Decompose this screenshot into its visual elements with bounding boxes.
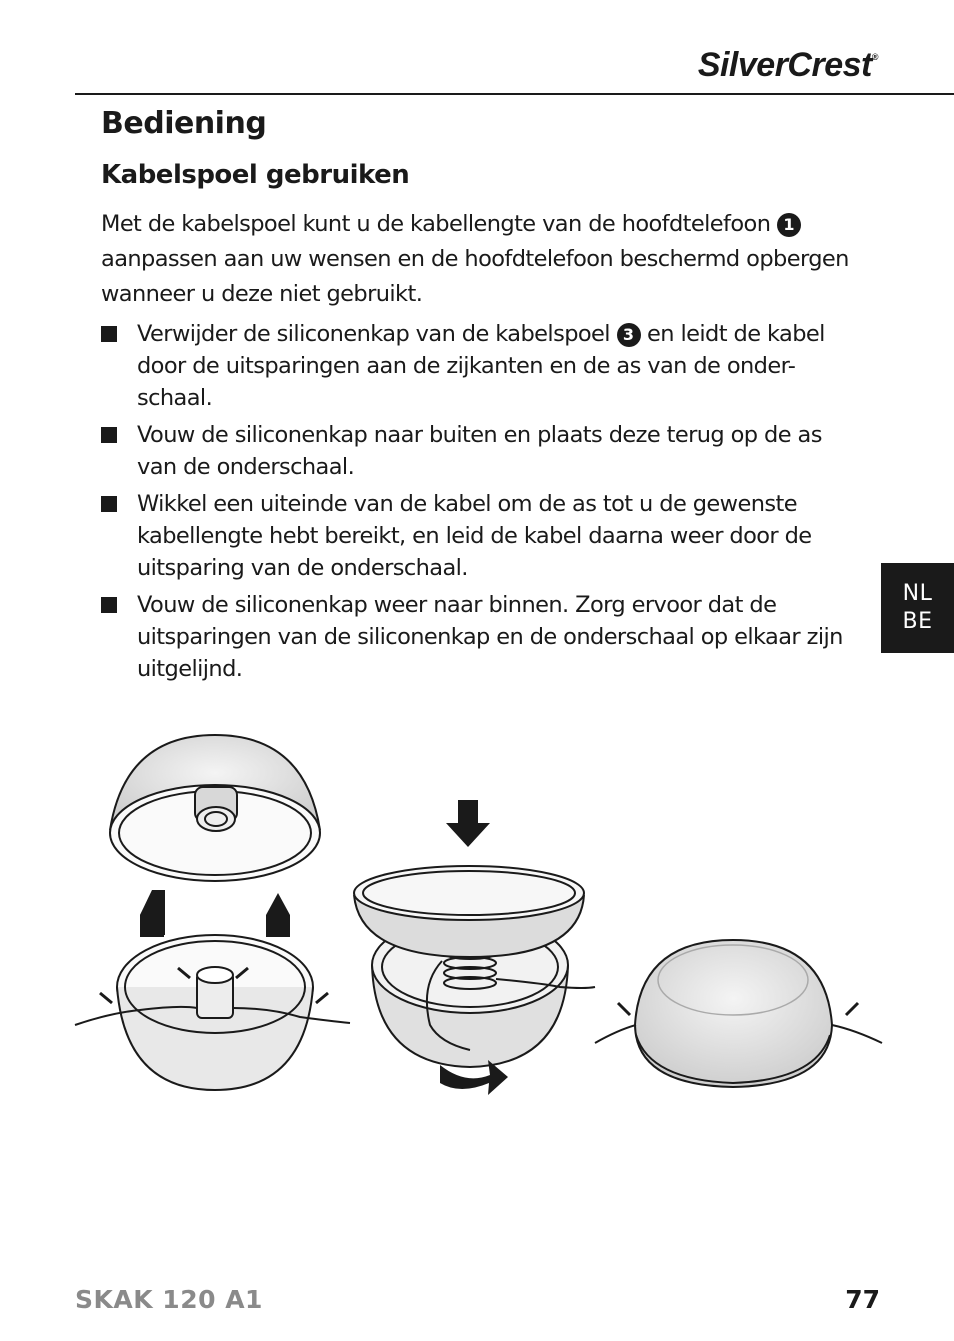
language-tab [881, 563, 954, 653]
bullet-square-icon [101, 326, 117, 342]
spool-winding-figure [354, 866, 595, 1067]
page-number: 77 [845, 1285, 880, 1314]
list-item: Vouw de siliconenkap weer naar binnen. Zorg ervoor dat de uitsparingen van de siliconenkap en de onderschaal op elkaar zijn uitgelijnd. [101, 589, 861, 685]
arrow-down-icon [446, 800, 490, 847]
steps-list [101, 318, 861, 690]
ref-number-1: 1 [777, 213, 801, 237]
header-rule [75, 93, 954, 95]
bullet-square-icon [101, 496, 117, 512]
language-code: BE [902, 609, 933, 634]
brand-logo: SilverCrest® [697, 46, 878, 84]
bullet-square-icon [101, 597, 117, 613]
bullet-square-icon [101, 427, 117, 443]
spool-closed-figure [595, 940, 882, 1087]
section-title: Bediening [101, 106, 267, 141]
list-item: Vouw de siliconenkap naar buiten en plaats deze terug op de as van de onderschaal. [101, 419, 861, 483]
subsection-title: Kabelspoel gebruiken [101, 160, 410, 190]
intro-paragraph: Met de kabelspoel kunt u de kabellengte van de hoofdtelefoon 1 aanpassen aan uw wensen en de hoofdtelefoon beschermd opbergen wanneer u deze niet gebruikt. [101, 211, 849, 307]
spool-base-figure [75, 935, 350, 1090]
cable-spool-illustration [70, 725, 890, 1105]
list-item: Verwijder de siliconenkap van de kabelspoel 3 en leidt de kabel door de uitsparingen aan de zijkanten en de as van de onder-schaal. [101, 318, 861, 414]
footer-model-number: SKAK 120 A1 [75, 1285, 263, 1314]
list-item: Wikkel een uiteinde van de kabel om de as tot u de gewenste kabellengte hebt bereikt, en leid de kabel daarna weer door de uitsparing van de onderschaal. [101, 488, 861, 584]
spool-lid-figure [110, 735, 320, 881]
ref-number-3: 3 [617, 323, 641, 347]
language-code: NL [902, 581, 933, 606]
